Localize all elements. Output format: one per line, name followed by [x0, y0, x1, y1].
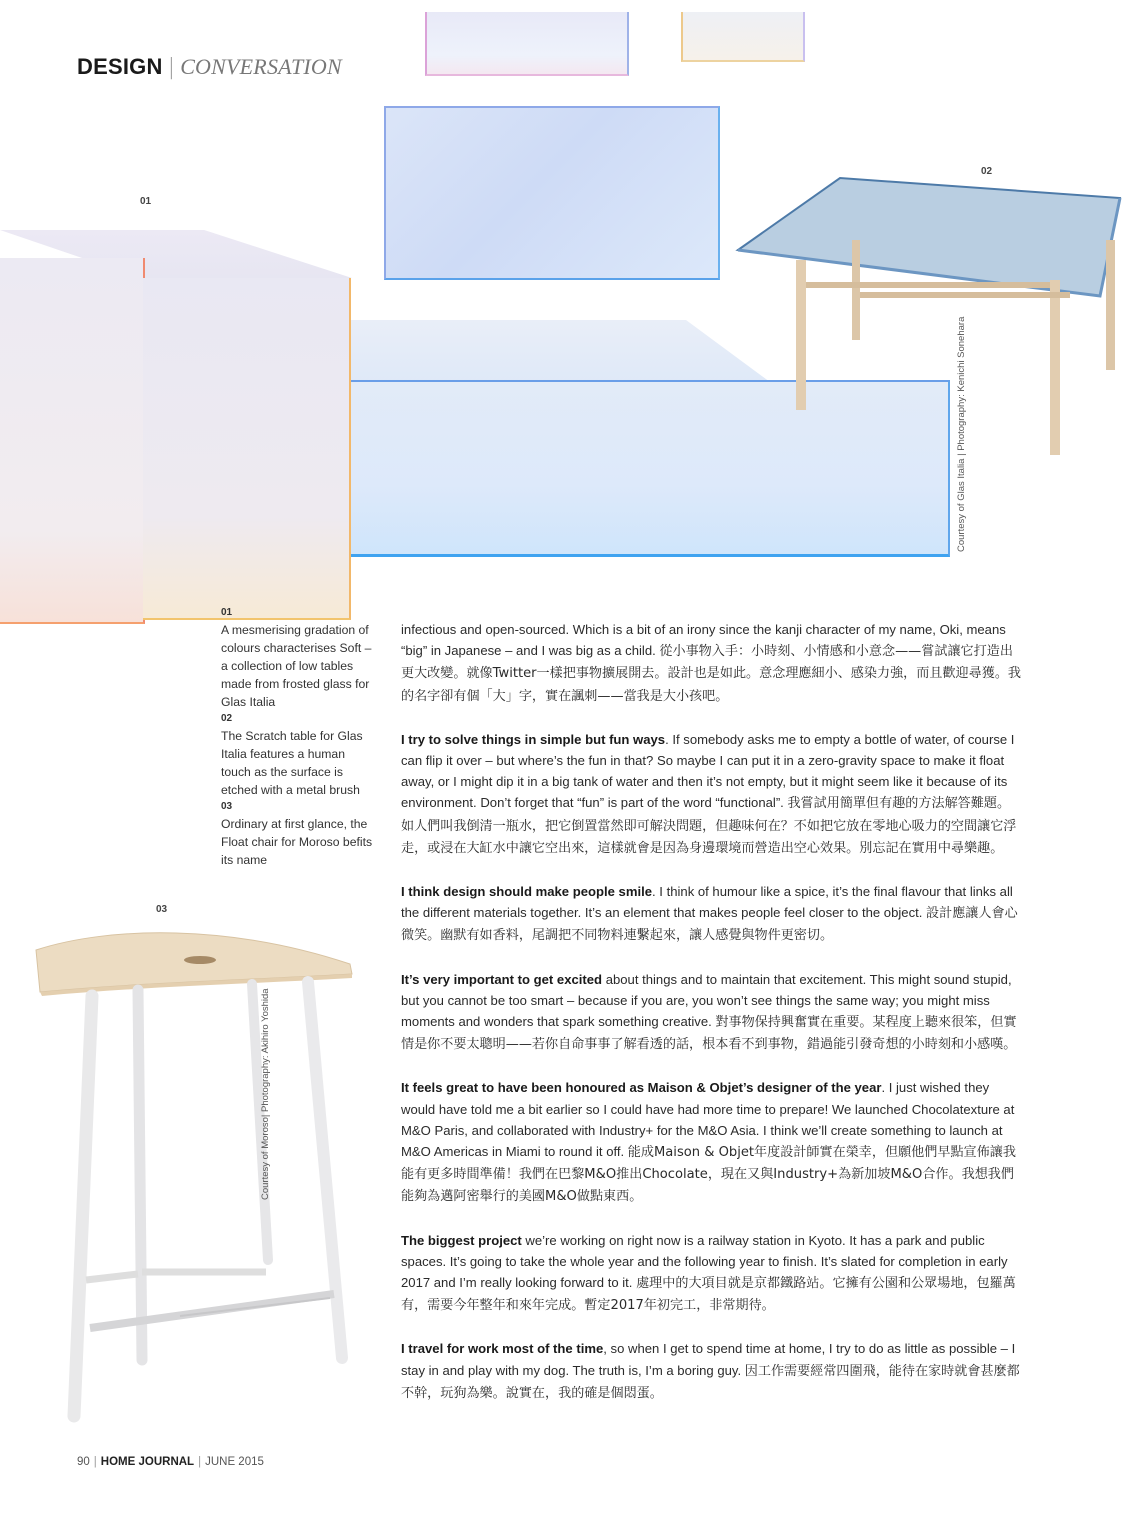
page-footer: 90 | HOME JOURNAL | JUNE 2015 — [77, 1456, 264, 1468]
caption-01-text: A mesmerising gradation of colours characterises Soft – a collection of low tables made from frosted glass for Glas Italia — [221, 623, 372, 709]
magazine-name: HOME JOURNAL — [100, 1456, 195, 1468]
glass-block-top-left — [425, 12, 629, 76]
credit-glas-italia: Courtesy of Glas Italia | Photography: Kenichi Sonehara — [956, 316, 967, 552]
section-header — [77, 54, 342, 80]
caption-01-number: 01 — [221, 607, 233, 618]
page-number: 90 — [77, 1456, 90, 1468]
credit-moroso: Courtesy of Moroso| Photography: Akihiro Yoshida — [260, 988, 271, 1200]
paragraph-1: infectious and open-sourced. Which is a bit of an irony since the kanji character of my name, Oki, means “big” in Japanese – and I was big as a child. 從小事物入手：小時刻、小情感和小意念——嘗試讓它打造出更大改變。就像Twitter一樣把事物擴展開去。設計也是如此。意念理應細小、感染力強，而且歡迎尋獲。我的名字卻有個「大」字，實在諷刺——當我是大小孩吧。 — [401, 622, 1022, 704]
caption-03-number: 03 — [221, 801, 233, 812]
glass-cube-side — [143, 278, 351, 620]
float-chair-illustration — [30, 920, 360, 1430]
glass-slab-top — [350, 320, 770, 382]
paragraph-6: The biggest project we’re working on right now is a railway station in Kyoto. It has a park and public spaces. It’s going to take the whole year and the following year to finish. It’s slated for completion in early 2017 and I’m really looking forward to it. 處理中的大項目就是京都鐵路站。它擁有公園和公眾場地，包羅萬有，需要今年整年和來年完成。暫定2017年初完工，非常期待。 — [401, 1232, 1016, 1314]
paragraph-4: It’s very important to get excited about things and to maintain that excitement. This might sound stupid, but you cannot be too smart – because if you are, you won’t see things the same way; you might miss moments and wonders that spark something creative. 對事物保持興奮實在重要。某程度上聽來很笨，但實情是你不要太聰明——若你自命事事了解看透的話，根本看不到事物，錯過能引發奇想的小時刻和小感嘆。 — [401, 971, 1017, 1053]
figure-02-number: 02 — [981, 166, 993, 177]
glass-cube-front — [0, 258, 145, 624]
issue-date: JUNE 2015 — [205, 1456, 264, 1468]
caption-02-number: 02 — [221, 713, 233, 724]
header-separator: | — [167, 55, 176, 80]
figure-captions — [221, 605, 376, 869]
caption-03-text: Ordinary at first glance, the Float chair for Moroso befits its name — [221, 817, 373, 867]
section-title: DESIGN — [77, 54, 163, 79]
glass-block-panel — [384, 106, 720, 280]
paragraph-3: I think design should make people smile. I think of humour like a spice, it’s the final flavour that links all the different materials together. It’s an element that makes people feel closer to the object. 設計應讓人會心微笑。幽默有如香料，尾調把不同物料連繫起來，讓人感覺與物件更密切。 — [401, 884, 1018, 944]
subsection-title: CONVERSATION — [180, 54, 342, 79]
figure-03-number: 03 — [156, 904, 168, 915]
scratch-table-illustration — [730, 170, 1122, 460]
paragraph-2: I try to solve things in simple but fun ways. If somebody asks me to empty a bottle of water, of course I can flip it over – but where’s the fun in that? So maybe I can put it in a zero-gravity space to make it float away, or I might dip it in a big tank of water and then it’s not empty, but it might seem like it because of its environment. Don’t forget that “fun” is part of the word “functional”. 我嘗試用簡單但有趣的方法解答難題。如人們叫我倒清一瓶水，把它倒置當然即可解決問題，但趣味何在？不如把它放在零地心吸力的空間讓它浮走，或浸在大缸水中讓它空出來，這樣就會是因為身邊環境而營造出空心效果。別忘記在實用中尋樂趣。 — [401, 731, 1017, 856]
paragraph-7: I travel for work most of the time, so when I get to spend time at home, I try to do as little as possible – I stay in and play with my dog. The truth is, I’m a boring guy. 因工作需要經常四圍飛，能待在家時就會甚麼都不幹，玩狗為樂。說實在，我的確是個悶蛋。 — [401, 1341, 1020, 1401]
caption-02-text: The Scratch table for Glas Italia features a human touch as the surface is etched with a metal brush — [221, 729, 363, 797]
article-body — [401, 619, 1023, 1426]
paragraph-5: It feels great to have been honoured as Maison & Objet’s designer of the year. I just wished they would have told me a bit earlier so I could have had more time to prepare! We launched Chocolatexture at M&O Paris, and collaborated with Industry+ for the M&O Asia. I think we’ll create something to launch at M&O Americas in Miami to round it off. 能成Maison & Objet年度設計師實在榮幸，但願他們早點宣佈讓我能有更多時間準備！我們在巴黎M&O推出Chocolate，現在又與Industry+為新加坡M&O合作。我想我們能夠為邁阿密舉行的美國M&O做點東西。 — [401, 1080, 1016, 1205]
glass-block-top-right — [681, 12, 805, 62]
figure-01-number: 01 — [140, 196, 152, 207]
